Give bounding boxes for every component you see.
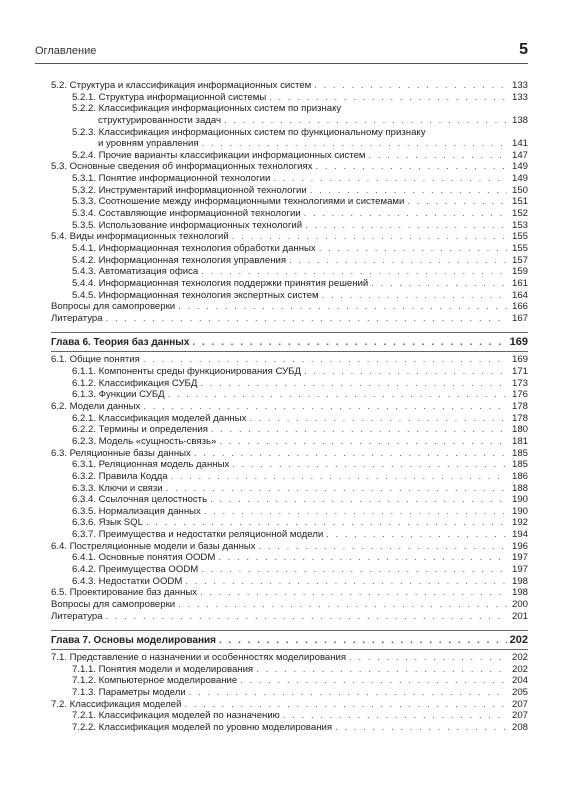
toc-subsection-6-3-6 [51,517,528,529]
toc-entry-text: 5.2.3. Классификация информационных систем по функциональному признаку [72,126,426,138]
leader-dots [166,483,507,495]
toc-entry-page: 185 [511,459,528,471]
leader-dots [240,675,507,687]
toc-entry-text: 6.3. Реляционные базы данных [51,447,191,459]
toc-entry-page: 207 [511,698,528,710]
toc-entry-page: 201 [511,610,528,622]
toc-entry-page: 147 [511,149,528,161]
toc-subsection-5-4-5 [51,290,528,302]
leader-dots [326,529,507,541]
toc-subsection-7-1-3 [51,687,528,699]
running-header [35,41,528,59]
toc-entry-text: 6.1.1. Компоненты среды функционирования СУБД [72,366,301,378]
toc-entry-page: 141 [511,138,528,150]
leader-dots [322,290,507,302]
toc-entry-page: 208 [511,722,528,734]
toc-entry-text: 7.1. Представление о назначении и особенностях моделирования [51,652,347,664]
toc-subsection-5-4-1 [51,243,528,255]
toc-entry-text: 5.3.1. Понятие информационной технологии [72,173,271,185]
toc-entry-page: 202 [511,652,528,664]
toc-entry-page: 167 [511,312,528,324]
toc-subsection-5-2-3-cont [51,138,528,150]
toc-subsection-6-3-7 [51,529,528,541]
leader-dots [219,436,507,448]
toc-entry-text: 6.2.1. Классификация моделей данных [72,412,247,424]
toc-entry-page: 190 [511,494,528,506]
toc-subsection-7-1-1 [51,664,528,676]
toc-entry-text: 6.3.7. Преимущества и недостатки реляционной модели [72,529,324,541]
toc-entry-text: 7.1.2. Компьютерное моделирование [72,675,238,687]
toc-entry-page: 198 [511,575,528,587]
toc-entry-text: 5.4.4. Информационная технология поддержки принятия решений [72,277,369,289]
leader-dots [283,710,507,722]
toc-entry-page: 155 [511,242,528,254]
leader-dots [259,541,507,553]
leader-dots [273,173,507,185]
leader-dots [184,699,507,711]
toc-entry-page: 166 [511,301,528,313]
toc-entry-text: Вопросы для самопроверки [51,301,176,313]
leader-dots [218,552,507,564]
toc-entry-text: 6.3.3. Ключи и связи [72,482,163,494]
leader-dots [106,611,507,623]
leader-dots [211,424,507,436]
toc-subsection-6-1-2 [51,378,528,390]
toc-chapter-title: Глава 6. Теория баз данных [51,337,190,349]
toc-entry-text: 6.2.2. Термины и определения [72,424,208,436]
toc-entry-text: структурированности задач [98,114,222,126]
toc-section-6-2 [51,401,528,413]
toc-subsection-6-3-5 [51,506,528,518]
toc-subsection-7-1-2 [51,675,528,687]
toc-entry-page: 186 [511,470,528,482]
toc-entry-text: 5.4.1. Информационная технология обработки данных [72,242,316,254]
toc-entry-page: 153 [511,219,528,231]
toc-subsection-5-4-4 [51,278,528,290]
toc-subsection-7-2-1 [51,710,528,722]
leader-dots [106,313,507,325]
toc-entry-text: 5.3.5. Использование информационных технологий [72,219,303,231]
leader-dots [202,138,507,150]
toc-entry-text: 7.2. Классификация моделей [51,698,182,710]
toc-entry-page: 185 [511,447,528,459]
leader-dots [314,80,507,92]
toc-entry-page: 171 [511,366,528,378]
leader-dots [200,378,507,390]
toc-section-5-2 [51,80,528,92]
toc-subsection-7-2-2 [51,722,528,734]
leader-dots [232,459,507,471]
leader-dots [319,243,507,255]
toc-section-7-1 [51,652,528,664]
toc-chapter-title: Глава 7. Основы моделирования [51,635,216,647]
toc-section-6-1 [51,354,528,366]
toc-entry-page: 133 [511,91,528,103]
toc-entry-page: 155 [511,231,528,243]
toc-subsection-6-1-1 [51,366,528,378]
toc-entry-text: 5.3. Основные сведения об информационных технологиях [51,161,313,173]
toc-section-6-3 [51,448,528,460]
leader-dots [371,278,507,290]
leader-dots [232,231,507,243]
toc-entry-text: Вопросы для самопроверки [51,598,176,610]
toc-entry-page: 173 [511,377,528,389]
chapter-rule [51,351,528,352]
toc-entry-text: 6.1.3. Функции СУБД [72,389,165,401]
toc-entry-text: 6.5. Проектирование баз данных [51,587,198,599]
toc-subsection-6-3-2 [51,471,528,483]
page-number: 5 [519,41,528,58]
toc-entry-text: 6.1.2. Классификация СУБД [72,377,198,389]
chapter-rule [51,332,528,333]
leader-dots [369,150,507,162]
toc-subsection-6-3-4 [51,494,528,506]
toc-entry-text: 5.3.2. Инструментарий информационной технологии [72,184,307,196]
toc-entry-page: 150 [511,184,528,196]
toc-entry-text: 5.4.3. Автоматизация офиса [72,266,199,278]
toc-entry-page: 198 [511,587,528,599]
toc-entry-text: 5.3.3. Соотношение между информационными технологиями и системами [72,196,405,208]
toc-literature-5 [51,313,528,325]
leader-dots [168,389,507,401]
table-of-contents [51,80,528,734]
toc-subsection-5-3-4 [51,208,528,220]
running-header-title: Оглавление [35,45,97,57]
toc-entry-text: 7.1.3. Параметры модели [72,687,186,699]
leader-dots [210,494,507,506]
toc-entry-page: 207 [511,710,528,722]
toc-subsection-5-2-2-cont [51,115,528,127]
toc-entry-page: 196 [511,540,528,552]
toc-entry-page: 161 [511,277,528,289]
toc-entry-text: 5.2.4. Прочие варианты классификации информационных систем [72,149,366,161]
toc-section-6-5 [51,587,528,599]
leader-dots [269,92,507,104]
toc-entry-text: 6.4.2. Преимущества OODM [72,563,199,575]
header-rule [35,63,528,64]
chapter-rule [51,630,528,631]
toc-subsection-5-2-1 [51,92,528,104]
toc-entry-text: Литература [51,610,103,622]
toc-entry-page: 204 [511,675,528,687]
toc-subsection-5-2-2 [51,103,528,115]
toc-section-5-3 [51,161,528,173]
toc-entry-text: 5.4.2. Информационная технология управления [72,254,287,266]
toc-entry-text: 5.4.5. Информационная технология экспертных систем [72,289,319,301]
leader-dots [171,471,507,483]
toc-chapter-page: 169 [509,336,528,349]
toc-entry-text: 7.2.2. Классификация моделей по уровню моделирования [72,722,333,734]
toc-entry-text: 6.4. Постреляционные модели и базы данных [51,540,256,552]
chapter-rule [51,649,528,650]
toc-entry-text: 5.3.4. Составляющие информационной технологии [72,208,301,220]
toc-entry-text: 6.4.3. Недостатки OODM [72,575,183,587]
toc-subsection-6-4-3 [51,576,528,588]
toc-entry-page: 138 [511,114,528,126]
toc-subsection-5-2-3 [51,127,528,139]
toc-entry-text: 7.2.1. Классификация моделей по назначению [72,710,280,722]
toc-section-7-2 [51,699,528,711]
toc-entry-text: 6.3.6. Язык SQL [72,517,143,529]
toc-entry-page: 192 [511,517,528,529]
leader-dots [146,517,507,529]
toc-subsection-6-4-1 [51,552,528,564]
toc-entry-page: 164 [511,289,528,301]
toc-subsection-5-3-1 [51,173,528,185]
toc-entry-page: 200 [511,598,528,610]
toc-subsection-6-2-3 [51,436,528,448]
toc-section-6-4 [51,541,528,553]
toc-entry-text: 5.2.1. Структура информационной системы [72,91,267,103]
toc-entry-page: 202 [511,663,528,675]
toc-subsection-5-3-5 [51,220,528,232]
toc-subsection-6-1-3 [51,389,528,401]
toc-subsection-6-3-3 [51,483,528,495]
toc-chapter-page: 202 [509,634,528,647]
leader-dots [143,354,507,366]
toc-review-questions-5 [51,301,528,313]
toc-subsection-5-4-2 [51,255,528,267]
toc-subsection-5-4-3 [51,266,528,278]
leader-dots [219,634,507,648]
toc-subsection-5-2-4 [51,150,528,162]
leader-dots [224,115,507,127]
toc-entry-text: 6.2. Модели данных [51,401,141,413]
toc-entry-text: 5.2.2. Классификация информационных систем по признаку [72,103,342,115]
toc-entry-page: 149 [511,161,528,173]
toc-entry-page: 178 [511,401,528,413]
toc-entry-text: и уровням управления [98,138,199,150]
toc-entry-page: 152 [511,208,528,220]
toc-entry-page: 188 [511,482,528,494]
leader-dots [204,506,507,518]
toc-entry-page: 169 [511,354,528,366]
toc-entry-text: 5.2. Структура и классификация информационных систем [51,80,312,91]
leader-dots [178,301,507,313]
toc-review-questions-6 [51,599,528,611]
toc-entry-page: 197 [511,563,528,575]
toc-entry-page: 194 [511,529,528,541]
toc-entry-page: 151 [511,196,528,208]
toc-entry-text: Литература [51,312,103,324]
toc-subsection-5-3-3 [51,196,528,208]
spacer [51,324,528,330]
spacer [51,622,528,628]
leader-dots [201,564,507,576]
leader-dots [178,599,507,611]
toc-entry-page: 178 [511,412,528,424]
leader-dots [310,185,507,197]
toc-entry-text: 6.3.1. Реляционная модель данных [72,459,230,471]
leader-dots [304,366,507,378]
toc-chapter-7 [51,633,528,647]
toc-subsection-6-3-1 [51,459,528,471]
leader-dots [335,722,507,734]
toc-entry-text: 6.3.2. Правила Кодда [72,470,168,482]
leader-dots [200,587,507,599]
toc-section-5-4 [51,231,528,243]
toc-entry-page: 133 [511,80,528,91]
leader-dots [304,208,507,220]
toc-entry-page: 181 [511,435,528,447]
toc-entry-page: 190 [511,505,528,517]
toc-subsection-5-3-2 [51,185,528,197]
leader-dots [407,196,507,208]
toc-entry-text: 6.4.1. Основные понятия OODM [72,552,216,564]
toc-entry-page: 197 [511,552,528,564]
leader-dots [289,255,507,267]
leader-dots [201,266,507,278]
toc-subsection-6-4-2 [51,564,528,576]
leader-dots [349,652,507,664]
toc-entry-page: 157 [511,254,528,266]
leader-dots [192,336,506,350]
leader-dots [256,664,507,676]
toc-entry-page: 159 [511,266,528,278]
leader-dots [143,401,507,413]
toc-literature-6 [51,611,528,623]
toc-entry-text: 6.1. Общие понятия [51,354,140,366]
leader-dots [194,448,507,460]
leader-dots [185,576,507,588]
toc-chapter-6 [51,335,528,349]
toc-entry-text: 6.3.5. Нормализация данных [72,505,201,517]
leader-dots [305,220,507,232]
toc-entry-page: 180 [511,424,528,436]
toc-entry-text: 6.3.4. Ссылочная целостность [72,494,208,506]
toc-subsection-6-2-1 [51,413,528,425]
toc-entry-text: 5.4. Виды информационных технологий [51,231,229,243]
toc-entry-page: 149 [511,173,528,185]
toc-entry-text: 7.1.1. Понятия модели и моделирования [72,663,254,675]
toc-subsection-6-2-2 [51,424,528,436]
toc-entry-page: 205 [511,687,528,699]
toc-entry-text: 6.2.3. Модель «сущность-связь» [72,435,217,447]
toc-entry-page: 176 [511,389,528,401]
leader-dots [316,161,507,173]
leader-dots [189,687,507,699]
leader-dots [249,413,507,425]
